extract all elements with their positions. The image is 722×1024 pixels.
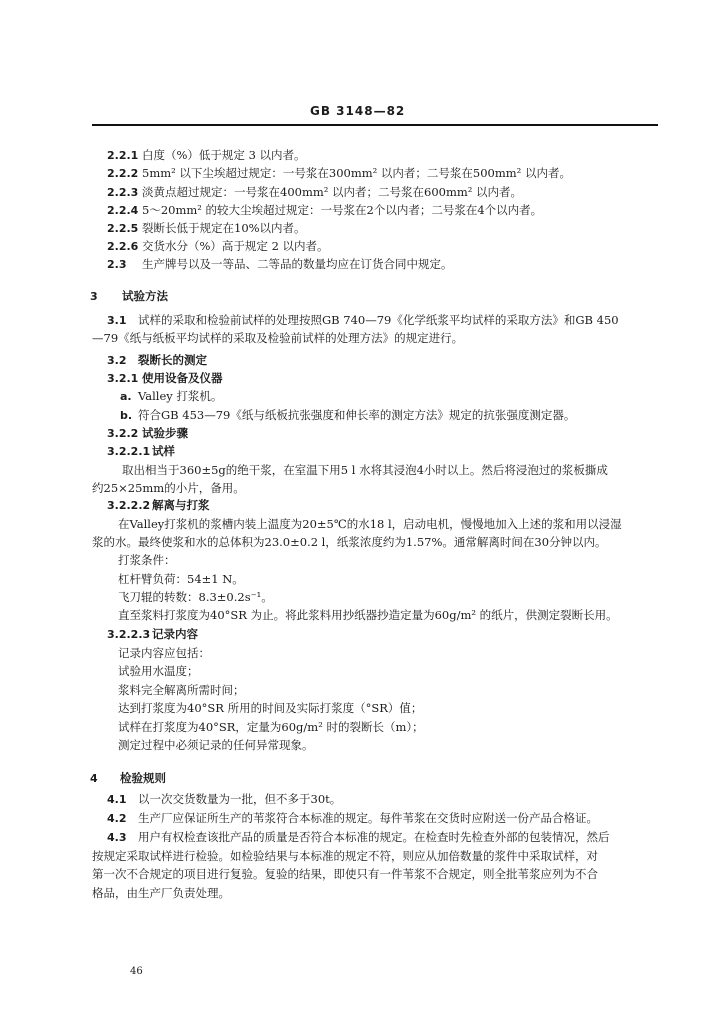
section-heading: 试样 [152,444,175,458]
paragraph-line [118,607,618,623]
paragraph-line [92,330,463,346]
clause-text: 5～20mm² 的较大尘埃超过规定：一号浆在2个以内者；二号浆在4个以内者。 [142,203,543,217]
clause-number: 2.2.4 [107,204,139,217]
clause-text: 达到打浆度为40°SR 所用的时间及实际打浆度（°SR）值； [118,701,423,715]
paragraph-line [118,737,314,753]
clause-number: 4.1 [107,793,127,806]
clause-text: 打浆条件： [118,553,176,567]
paragraph-line [118,571,244,587]
paragraph-line [118,682,245,698]
clause-number: 2.2.6 [107,240,139,253]
paragraph-line [122,462,608,478]
paragraph-line [118,589,273,605]
clause-4-2 [107,810,598,826]
clause-text: 生产厂应保证所生产的苇浆符合本标准的规定。每件苇浆在交货时应附送一份产品合格证。 [138,811,598,825]
clause-text: Valley 打浆机。 [138,389,223,403]
section-heading: 使用设备及仪器 [142,371,223,385]
clause-2-2-3 [107,184,522,200]
paragraph-line [92,866,598,882]
header-standard-number: GB 3148—82 [310,104,406,118]
clause-4-1 [107,791,341,807]
clause-text: 生产牌号以及一等品、二等品的数量均应在订货合同中规定。 [142,257,453,271]
clause-2-2-6 [107,238,329,254]
clause-number: 2.3 [107,258,127,271]
clause-text: 以一次交货数量为一批，但不多于30t。 [138,792,342,806]
clause-3-2-2-1 [107,443,175,459]
clause-3-2-2 [107,425,188,441]
clause-text: 测定过程中必须记录的任何异常现象。 [118,738,314,752]
clause-number: 3 [90,290,98,303]
clause-text: 记录内容应包括： [118,646,210,660]
paragraph-line [118,552,176,568]
section-heading: 试验步骤 [142,426,188,440]
clause-text: 符合GB 453—79《纸与纸板抗张强度和伸长率的测定方法》规定的抗张强度测定器。 [138,408,576,422]
clause-text: 直至浆料打浆度为40°SR 为止。将此浆料用抄纸器抄造定量为60g/m² 的纸片，供测定裂断长用。 [118,608,618,622]
clause-text: 裂断长低于规定在10%以内者。 [142,221,306,235]
paragraph-line [118,663,199,679]
clause-text: 飞刀辊的转数：8.3±0.2s⁻¹。 [118,590,273,604]
clause-3-2-1 [107,370,223,386]
clause-number: 2.2.5 [107,222,139,235]
paragraph-line [118,700,422,716]
clause-3 [90,288,168,304]
clause-number: 3.2 [107,354,127,367]
clause-number: b. [120,409,133,422]
clause-2-2-5 [107,220,306,236]
clause-number: 4.3 [107,831,127,844]
clause-text: 杠杆臂负荷：54±1 N。 [118,572,244,586]
page-number: 46 [130,966,143,977]
clause-2-2-4 [107,202,542,218]
clause-text: 试样的采取和检验前试样的处理按照GB 740—79《化学纸浆平均试样的采取方法》和GB 450 [138,313,619,327]
clause-text: —79《纸与纸板平均试样的采取及检验前试样的处理方法》的规定进行。 [92,331,464,345]
clause-number: 2.2.1 [107,149,139,162]
clause-text: 约25×25mm的小片，备用。 [92,481,245,495]
clause-3-2-2-3 [107,626,198,642]
clause-number: 3.2.2.1 [107,445,151,458]
clause-text: 第一次不合规定的项目进行复验。复验的结果，即使只有一件苇浆不合规定，则全批苇浆应列为不合 [92,867,598,881]
section-heading: 记录内容 [152,627,198,641]
clause-number: a. [120,390,132,403]
paragraph-line [92,848,598,864]
section-heading: 裂断长的测定 [138,353,207,367]
clause-text: 浆的水。最终使浆和水的总体积为23.0±0.2 l，纸浆浓度约为1.57%。通常解离时间在30分钟以内。 [92,535,607,549]
clause-number: 4.2 [107,812,127,825]
paragraph-line [118,645,210,661]
clause-2-2-2 [107,165,571,181]
clause-text: 试样在打浆度为40°SR，定量为60g/m² 时的裂断长（m）； [118,720,424,734]
header-rule [92,124,658,126]
clause-4 [90,770,166,786]
clause-text: 按规定采取试样进行检验。如检验结果与本标准的规定不符，则应从加倍数量的浆件中采取试样，对 [92,849,598,863]
clause-text: 5mm² 以下尘埃超过规定：一号浆在300mm² 以内者；二号浆在500mm² 以内者。 [142,166,571,180]
clause-text: 试验用水温度； [118,664,199,678]
clause-number: 3.2.2 [107,427,139,440]
section-heading: 检验规则 [120,771,166,785]
paragraph-line [92,534,607,550]
paragraph-line [118,719,424,735]
paragraph-line [92,885,230,901]
clause-text: 交货水分（%）高于规定 2 以内者。 [142,239,329,253]
clause-text: 在Valley打浆机的浆槽内装上温度为20±5℃的水18 l，启动电机，慢慢地加入上述的浆和用以浸湿 [118,517,622,531]
section-heading: 解离与打浆 [152,498,210,512]
clause-number: 2.2.2 [107,167,139,180]
clause-text: 用户有权检查该批产品的质量是否符合本标准的规定。在检查时先检查外部的包装情况，然后 [138,830,610,844]
clause-3-2-2-2 [107,497,210,513]
clause-4-3 [107,829,610,845]
clause-a [120,388,222,404]
clause-2-3 [107,256,453,272]
clause-3-1 [107,312,619,328]
clause-text: 白度（%）低于规定 3 以内者。 [142,148,306,162]
clause-number: 2.2.3 [107,186,139,199]
clause-text: 淡黄点超过规定：一号浆在400mm² 以内者；二号浆在600mm² 以内者。 [142,185,523,199]
clause-b [120,407,575,423]
paragraph-line [118,516,622,532]
clause-number: 3.2.2.3 [107,628,151,641]
clause-number: 3.2.1 [107,372,139,385]
clause-text: 浆料完全解离所需时间； [118,683,245,697]
paragraph-line [92,480,245,496]
clause-number: 3.2.2.2 [107,499,151,512]
clause-2-2-1 [107,147,306,163]
clause-number: 3.1 [107,314,127,327]
section-heading: 试验方法 [122,289,168,303]
clause-text: 格品，由生产厂负责处理。 [92,886,230,900]
clause-3-2 [107,352,207,368]
clause-text: 取出相当于360±5g的绝干浆，在室温下用5 l 水将其浸泡4小时以上。然后将浸泡过的浆板撕成 [122,463,608,477]
clause-number: 4 [90,772,98,785]
